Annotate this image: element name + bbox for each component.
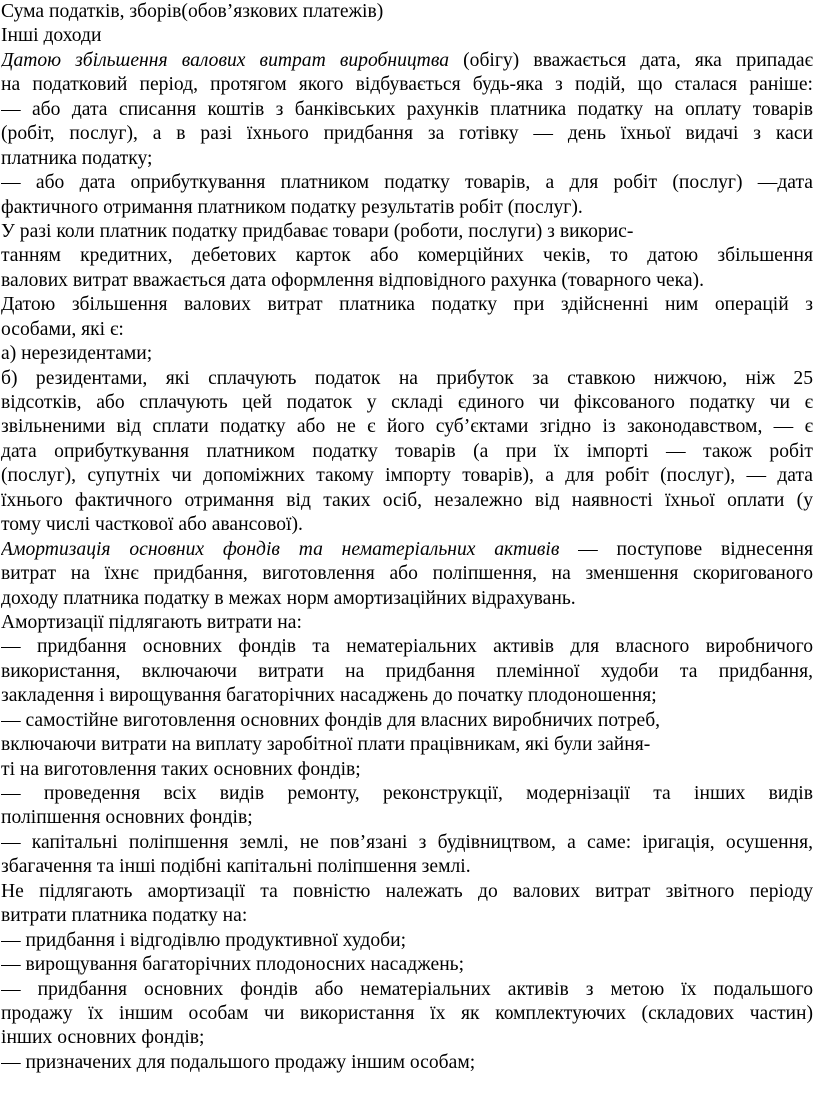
line-text: витрати платника податку на:	[1, 905, 248, 927]
line-text: Сума податків, зборів(обов’язкових платежів)	[1, 1, 384, 22]
text-line	[1, 49, 813, 73]
line-text: Датою збільшення валових витрат платника податку при здійсненні ним операцій з	[1, 294, 813, 316]
line-text: звільненими від сплати податку або не є його суб’єктами згідно із законодавством, — є	[1, 416, 813, 438]
italic-term: Амортизація основних фондів та нематеріальних активів	[1, 538, 560, 560]
line-text: Амортизації підлягають витрати на:	[1, 611, 302, 633]
line-text: ті на виготовлення таких основних фондів;	[1, 758, 361, 780]
line-text: — поступове віднесення	[559, 538, 813, 560]
text-line	[1, 660, 813, 684]
line-text: особами, які є:	[1, 318, 124, 340]
line-text: б) резидентами, які сплачують податок на прибуток за ставкою нижчою, ніж 25	[1, 367, 813, 389]
line-text: — вирощування багаторічних плодоносних насаджень;	[1, 954, 465, 976]
text-line	[1, 684, 813, 708]
text-line	[1, 318, 813, 342]
text-line	[1, 806, 813, 830]
line-text: — проведення всіх видів ремонту, реконструкції, модернізації та інших видів	[1, 783, 813, 804]
line-text: (робіт, послуг), а в разі їхнього придбання за готівку — день їхньої видачі з каси	[1, 123, 813, 145]
text-line	[1, 0, 813, 24]
text-line	[1, 562, 813, 586]
text-line	[1, 464, 813, 488]
text-line	[1, 415, 813, 439]
text-line	[1, 244, 813, 268]
text-line	[1, 98, 813, 122]
text-line	[1, 440, 813, 464]
line-text: платника податку;	[1, 147, 153, 169]
line-text: дата оприбуткування платником податку товарів (а при їх імпорті — також робіт	[1, 440, 813, 462]
text-line	[1, 855, 813, 879]
line-text: — капітальні поліпшення землі, не пов’язані з будівництвом, а саме: іригація, осушення,	[1, 831, 813, 853]
text-line	[1, 24, 813, 48]
text-line	[1, 880, 813, 904]
text-line	[1, 953, 813, 977]
text-line	[1, 635, 813, 659]
text-line	[1, 489, 813, 513]
line-text: — або дата оприбуткування платником податку товарів, а для робіт (послуг) —дата	[1, 172, 813, 194]
text-line	[1, 391, 813, 415]
line-text: на податковий період, протягом якого відбувається будь-яка з подій, що сталася раніше:	[1, 74, 813, 96]
line-text: доходу платника податку в межах норм амортизаційних відрахувань.	[1, 587, 576, 609]
text-line	[1, 538, 813, 562]
text-line	[1, 122, 813, 146]
text-line	[1, 904, 813, 928]
text-line	[1, 293, 813, 317]
line-text: — або дата списання коштів з банківських рахунків платника податку на оплату товарів	[1, 98, 813, 120]
line-text: збагачення та інші подібні капітальні поліпшення землі.	[1, 856, 471, 878]
text-line	[1, 220, 813, 244]
text-line	[1, 269, 813, 293]
text-line	[1, 709, 813, 733]
text-line	[1, 929, 813, 953]
line-text: тому числі часткової або авансової).	[1, 514, 303, 536]
line-text: відсотків, або сплачують цей податок у складі єдиного чи фіксованого податку чи є	[1, 392, 813, 413]
text-line	[1, 342, 813, 366]
line-text: — придбання основних фондів та нематеріальних активів для власного виробничого	[1, 636, 813, 658]
line-text: Інші доходи	[1, 25, 102, 47]
line-text: валових витрат вважається дата оформлення відповідного рахунка (товарного чека).	[1, 269, 704, 291]
text-line	[1, 1051, 813, 1075]
line-text: закладення і вирощування багаторічних насаджень до початку плодоношення;	[1, 685, 657, 707]
line-text: використання, включаючи витрати на придбання племінної худоби та придбання,	[1, 660, 813, 682]
text-line	[1, 587, 813, 611]
text-line	[1, 978, 813, 1002]
line-text: (послуг), супутніх чи допоміжних такому імпорту товарів), а для робіт (послуг), — дата	[1, 465, 813, 487]
line-text: їхнього фактичного отримання від таких осіб, незалежно від наявності їхньої оплати (у	[1, 489, 813, 511]
line-text: танням кредитних, дебетових карток або комерційних чеків, то датою збільшення	[1, 245, 813, 267]
line-text: (обігу) вважається дата, яка припадає	[449, 49, 813, 71]
text-line	[1, 367, 813, 391]
text-line	[1, 1026, 813, 1050]
line-text: а) нерезидентами;	[1, 343, 153, 365]
text-line	[1, 758, 813, 782]
text-line	[1, 171, 813, 195]
text-line	[1, 513, 813, 537]
line-text: продажу їх іншим особам чи використання їх як комплектуючих (складових частин)	[1, 1002, 813, 1024]
line-text: — призначених для подальшого продажу іншим особам;	[1, 1051, 476, 1073]
line-text: — самостійне виготовлення основних фондів для власних виробничих потреб,	[1, 709, 661, 731]
line-text: поліпшення основних фондів;	[1, 807, 253, 829]
text-line	[1, 733, 813, 757]
text-line	[1, 611, 813, 635]
text-line	[1, 196, 813, 220]
line-text: — придбання основних фондів або нематеріальних активів з метою їх подальшого	[1, 978, 813, 1000]
line-text: У разі коли платник податку придбаває товари (роботи, послуги) з викорис-	[1, 220, 634, 242]
text-line	[1, 782, 813, 806]
line-text: витрат на їхнє придбання, виготовлення або поліпшення, на зменшення скоригованого	[1, 563, 813, 585]
line-text: фактичного отримання платником податку результатів робіт (послуг).	[1, 196, 583, 218]
italic-term: Датою збільшення валових витрат виробництва	[1, 49, 449, 71]
text-line	[1, 73, 813, 97]
line-text: інших основних фондів;	[1, 1027, 205, 1049]
text-line	[1, 147, 813, 171]
text-line	[1, 1002, 813, 1026]
line-text: Не підлягають амортизації та повністю належать до валових витрат звітного періоду	[1, 880, 813, 902]
text-line	[1, 831, 813, 855]
line-text: включаючи витрати на виплату заробітної плати працівникам, які були зайня-	[1, 734, 651, 756]
line-text: — придбання і відгодівлю продуктивної худоби;	[1, 929, 407, 951]
